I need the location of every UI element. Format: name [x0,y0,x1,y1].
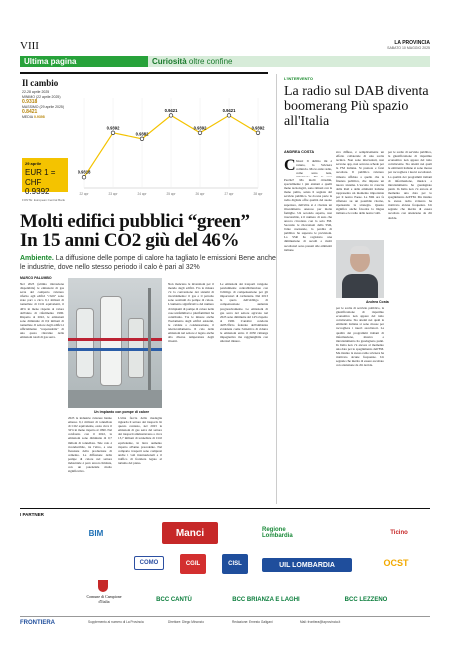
main-subheadline [20,254,276,272]
dab-kicker: L'INTERVENTO [284,76,314,81]
logo-bcc-lezzeno: BCC LEZZENO [334,594,398,606]
x-tick-label: 23 apr [108,192,118,196]
x-tick-label: 25 apr [166,192,176,196]
cambio-chart [78,90,266,202]
main-col-4: L'altra faccia della medaglia riguarda il settore dei trasporti. In questo contesto, nel 2023 le emissioni di gas serra del settore dei trasporti ammontavano a circa 13,7 milioni di tonnellate di CO2 equivalente, in lieve aumento rispetto all'anno precedente. Nel comparto trasporti sono compresi anche i voli internazionali e il traffico di frontiera legato al turismo del pieno. [118,416,162,466]
dab-col-1: hissa! Il dubbio mi è venuto, la Svizzera comincia. Ma le onde radio, come sono nate, [296,159,332,176]
rate-date: 29 aprile [25,161,42,166]
dab-rule [276,74,277,504]
data-label: 0.9392 [251,125,265,131]
cambio-title: Il cambio [22,78,59,88]
logo-regione-lombardia: Regione Lombardia [262,524,312,542]
data-point [227,114,231,118]
main-sub-text: La diffusione delle pompe di calore ha tagliato le emissioni Bene anche le industrie, dove nello stesso periodo il calo è pari al 32% [20,255,276,271]
data-label: 0.9421 [164,107,178,113]
dab-col-2b: per le scelte di servizio pubblico, la giustificazione di risparmio economico non appare del tutto convincente. Sia attenti nei quali le emittenti italiane si sono mosse per raccogliere i nuovi ascoltatori. La qualità dei programmi italiani di informazione, musica e intrattenimento ha guadagnato punti. In Italia non c'è ancora al momento una data per lo spegnimento dell'FM. Ma intanto la stessa radio svizzera ha riattivato alcune frequenze. Un segnale che merita di essere ascoltato con attenzione da chi decide. [336,306,384,368]
comune-crest [98,580,108,592]
data-point [82,175,86,179]
data-label: 0.9392 [106,125,120,131]
dab-col-1b: Perché? Ma molti cittadini, specialmente i più anziani e quelli meno tecnologici, sono rimasti con la mano pulita, senza il segnale del servizio pubblico. Se da una parte la radio digitale offre qualità del suono superiore, dall'altra si è rivelata un investimento oneroso per molte famiglie. Un secondo aspetto, non trascurabile, è il numero di auto che ancora circolano con la sola FM. Secondo le rilevazioni della SSR, l'ente nazionale, la perdita di pubblico ha superato le previsioni. La SSR ha registrato una diminuzione di ascolti e molti ascoltatori sono passati alle emittenti italiane. [284,178,332,252]
partners-rule [20,508,430,509]
main-author: MARCO PALUMBO [20,276,52,280]
dab-author: ANDREA COSTA [284,150,315,154]
section-left-label: Ultima pagina [24,57,77,66]
cambio-max-value: 0.8421 [22,109,38,115]
data-point [198,131,202,135]
logo-bim: BIM [76,524,116,542]
logo-manci: Manci [162,522,218,544]
data-label: 0.9421 [222,107,236,113]
rate-box [22,158,68,196]
dab-photo [336,240,384,298]
masthead: LA PROVINCIA [394,40,430,46]
section-right-bold: Curiosità [152,57,187,66]
portrait-body [342,274,378,298]
data-point [169,114,173,118]
x-tick-label: 27 apr [224,192,234,196]
cambio-box [20,72,268,206]
masthead-date: SABATO 10 MAGGIO 2025 [387,46,430,50]
portrait-hair [350,246,370,254]
logo-ticino: Ticino [376,524,422,542]
main-col-1: Nel 2023 (ultima rilevazione disponibile) le emissioni di gas serra del comparto svizzero riferito agli edifici "civili" sono state pari a circa 9,1 milioni di tonnellate di CO2 equivalenti, il 46% in meno rispetto al valore dell'anno di riferimento 1990. Rispetto al 2022, le emissioni sono diminuite di 0,9 milioni di tonnellate. Il settore degli edifici è ufficialmente "responsabile" di una quota rilevante delle emissioni totali di gas serra. [20,282,64,340]
cambio-media-label: MEDIA [22,115,34,119]
dab-col-3: per le scelte di servizio pubblico, la giustificazione di risparmio economico non appare del tutto convincente. Sia attenti nei quali le emittenti italiane si sono mosse per raccogliere i nuovi ascoltatori. La qualità dei programmi italiani di informazione, musica e intrattenimento ha guadagnato punti. In Italia non c'è ancora al momento una data per lo spegnimento dell'FM. Ma intanto la stessa radio svizzera ha riattivato alcune frequenze. Un segnale che merita di essere ascoltato con attenzione da chi decide. [388,150,432,220]
x-tick-label: 24 apr [137,192,147,196]
logo-cisl: CISL [222,554,248,574]
data-point [256,131,260,135]
photo-pipe-vert [148,288,151,398]
main-col-3: 2023 le industrie svizzere hanno emesso 9,1 milioni di tonnellate di CO2 equivalente, ossia circa il 32% in meno rispetto al 1990. Nel confronto con il 2022, le emissioni sono diminuite di 0,7 milioni di tonnellate. Tale calo è riconducibile, tra l'altro, a una flessione della produzione di cemento. La diffusione delle pompe di calore nel settore industriale è però ancora limitata, con un potenziale molto significativo. [68,416,112,474]
x-tick-label: 28 apr [253,192,263,196]
cambio-source: FONTE: European Central Bank [22,198,66,202]
dab-photo-caption: Andrea Costa [366,300,389,304]
rate-line2: CHF 0.9392 [25,178,50,196]
logo-como: COMO [134,556,164,570]
footer-line4: Mail: frontiera@laprovincia.it [300,620,341,624]
cambio-min-value: 0.9318 [22,99,38,105]
main-col-6: Le emissioni dei trasporti vengono parzialmente contrabbilanciate con l'obbligo di compensazione per gli importatori di carburante. Dal 2013 la quota dell'obbligo di compensazione aumenta progressivamente. Le emissioni di gas serra del settore agricolo nel 2023 sono diminuite del 14% rispetto al 1990. L'analisi condotta dall'Ufficio federale dell'ambiente evidenzia come l'obiettivo di ridurre le emissioni entro il 2030 rimanga impegnativo ma raggiungibile con ulteriori misure. [220,282,268,344]
cambio-max-label: MASSIMO (29 aprile 2025) [22,105,65,109]
logo-bcc-cantu: BCC CANTÙ [146,594,202,606]
dab-col-2: stra diffusa, è semplicemente un effetto collaterale di una scelta tecnica. Non sono intervenuti, non servono app, non servono schede per la FM italiana. Si prenota e farsi ascoltare. Il pubblico svizzero rimasto affidato a quello che la finanza pubblica, che impone un nuovo sistema. L'ascolto in crescita della RAI e delle emittenti italiane rappresenta un momento importante per il nostro Paese. La SSR ora fa riflettere su un possibile ritorno, ripensando la strategia. Questo significa anche favorire la lingua italiana e le radio delle nostre valli. [336,150,384,216]
footer-line3: Redazione: Ernesto Galigani [232,620,273,624]
photo-tank-1 [76,308,94,378]
dab-dropcap: C [284,157,296,174]
main-photo-caption: Un impianto con pompe di calore [94,410,150,414]
cambio-min-label: MINIMO (22 aprile 2025) [22,95,61,99]
x-tick-label: 22 apr [79,192,89,196]
x-tick-label: 26 apr [195,192,205,196]
dab-headline: La radio sul DAB diventa boomerang Più spazio all'Italia [284,84,429,129]
footer-brand: FRONTIERA [20,620,55,626]
section-right-label [152,57,232,66]
data-label: 0.9382 [135,131,149,137]
data-point [111,131,115,135]
main-photo [68,278,162,408]
section-right-light: oltre confine [186,57,233,66]
logo-cgil: CGIL [180,554,206,574]
data-point [140,137,144,141]
footer-line2: Direttore: Diego Minonzio [168,620,204,624]
cambio-range: 22-28 aprile 2025 [22,90,50,94]
rate-line1: EUR 1 = [25,168,56,177]
data-label: 0.9318 [78,169,91,175]
photo-floor [68,390,162,408]
data-label: 0.9392 [193,125,207,131]
cambio-media-value: 0.9398 [34,115,45,119]
logo-bcc-brianza: BCC BRIANZA E LAGHI [224,594,308,606]
comune-label: Comune di Campione d'Italia [86,594,122,604]
page-number: VIII [20,40,39,52]
main-col-5: Non mancano le invenzioni per il mondo degli edifici. Fra le misure c'è la conversione dei sistemi di riscaldamento: il gas e il petrolio sono sostituiti da pompe di calore. L'aumento significativo del numero di impianti di pompe di calore nelle case unifamiliari e plurifamiliari ha contribuito. Tra le misure anche l'isolamento degli edifici esistenti, le caldaie a condensazione, il teleriscaldamento. Il calo delle emissioni nel settore è legato anche alla diversa temperatura degli inverni. [168,282,214,344]
partners-title: I PARTNER [20,512,44,517]
main-headline: Molti edifici pubblici “green” In 15 anni CO2 giù del 46% [20,211,250,251]
footer-rule [20,616,430,617]
photo-tank-2 [100,296,122,386]
footer-line1: Supplemento al numero di La Provincia [88,620,144,624]
logo-uil: UIL LOMBARDIA [262,558,352,572]
logo-ocst: OCST [376,554,416,572]
main-sub-bold: Ambiente. [20,255,54,262]
